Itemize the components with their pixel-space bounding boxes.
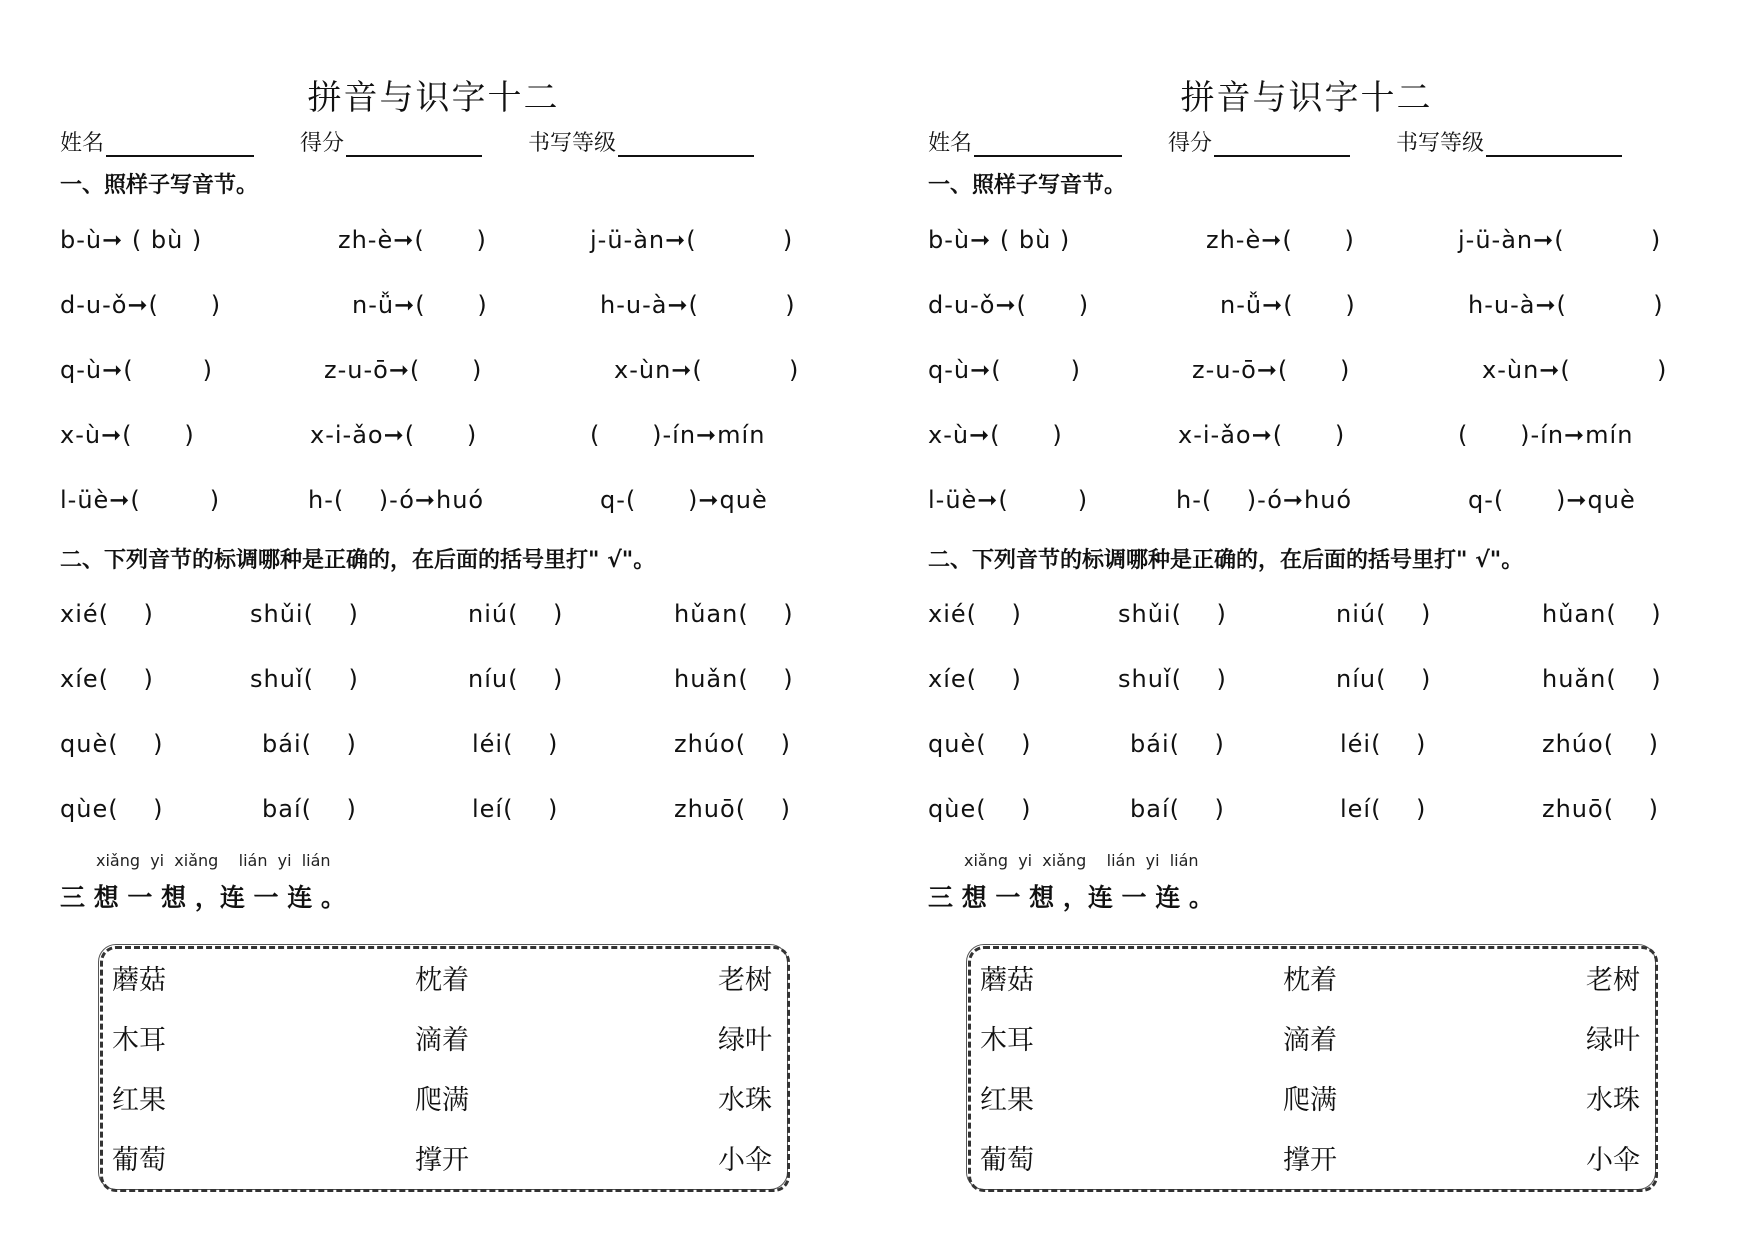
match-word[interactable]: 水珠 [718, 1085, 772, 1116]
s1-item[interactable]: x-ù➞( ) [60, 421, 195, 449]
s1-item[interactable]: x-ù➞( ) [928, 421, 1063, 449]
match-word[interactable]: 爬满 [1283, 1085, 1337, 1116]
s1-item[interactable]: zh-è➞( ) [1206, 226, 1355, 254]
grade-underline[interactable] [1486, 131, 1622, 157]
name-underline[interactable] [106, 131, 254, 157]
match-word[interactable]: 小伞 [718, 1145, 772, 1176]
s2-item[interactable]: shǔi( ) [250, 600, 359, 628]
s2-item[interactable]: zhúo( ) [1542, 730, 1659, 758]
name-underline[interactable] [974, 131, 1122, 157]
match-word[interactable]: 木耳 [112, 1025, 166, 1056]
s2-item[interactable]: leí( ) [472, 795, 559, 823]
s1-item[interactable]: x-i-ǎo➞( ) [310, 421, 478, 449]
grade-underline[interactable] [618, 131, 754, 157]
s1-item[interactable]: x-ùn➞( ) [614, 356, 800, 384]
section3-title: 三 想 一 想 ，连 一 连 。 [928, 883, 1214, 912]
match-word[interactable]: 滴着 [415, 1025, 469, 1056]
s1-item[interactable]: l-üè➞( ) [928, 486, 1089, 514]
s2-item[interactable]: léi( ) [1340, 730, 1427, 758]
section3-pinyin: xiǎng yi xiǎng lián yi lián [964, 851, 1199, 870]
s2-item[interactable]: hǔan( ) [674, 600, 794, 628]
s1-item[interactable]: n-ǚ➞( ) [352, 291, 488, 319]
s2-item[interactable]: xíe( ) [60, 665, 154, 693]
s1-item[interactable]: b-ù➞ ( bù ) [60, 226, 203, 254]
worksheet-right [868, 0, 1745, 1241]
match-word[interactable]: 葡萄 [112, 1145, 166, 1176]
s1-item[interactable]: j-ü-àn➞( ) [590, 226, 794, 254]
s2-item[interactable]: níu( ) [468, 665, 564, 693]
s2-item[interactable]: huǎn( ) [674, 665, 794, 693]
page-title: 拼音与识字十二 [307, 78, 560, 118]
s2-item[interactable]: níu( ) [1336, 665, 1432, 693]
s1-item[interactable]: ( )-ín➞mín [590, 421, 766, 449]
match-word[interactable]: 撑开 [415, 1145, 469, 1176]
section2-title: 二、下列音节的标调哪种是正确的，在后面的括号里打" √"。 [928, 548, 1524, 573]
section3-pinyin: xiǎng yi xiǎng lián yi lián [96, 851, 331, 870]
s2-item[interactable]: zhuō( ) [674, 795, 791, 823]
s2-item[interactable]: xié( ) [928, 600, 1022, 628]
match-word[interactable]: 老树 [718, 965, 772, 996]
match-word[interactable]: 木耳 [980, 1025, 1034, 1056]
s1-item[interactable]: h-( )-ó➞huó [1176, 486, 1353, 514]
match-word[interactable]: 葡萄 [980, 1145, 1034, 1176]
s1-item[interactable]: q-( )➞què [1468, 486, 1636, 514]
match-word[interactable]: 蘑菇 [112, 965, 166, 996]
s1-item[interactable]: q-( )➞què [600, 486, 768, 514]
s1-item[interactable]: q-ù➞( ) [928, 356, 1081, 384]
s2-item[interactable]: baí( ) [262, 795, 357, 823]
grade-field: 书写等级 [1396, 126, 1622, 157]
s2-item[interactable]: qùe( ) [928, 795, 1032, 823]
s1-item[interactable]: d-u-ǒ➞( ) [928, 291, 1090, 319]
s2-item[interactable]: leí( ) [1340, 795, 1427, 823]
s2-item[interactable]: qùe( ) [60, 795, 164, 823]
s2-item[interactable]: xíe( ) [928, 665, 1022, 693]
match-word[interactable]: 水珠 [1586, 1085, 1640, 1116]
s2-item[interactable]: shǔi( ) [1118, 600, 1227, 628]
section1-title: 一、照样子写音节。 [60, 173, 259, 198]
match-word[interactable]: 绿叶 [718, 1025, 772, 1056]
s2-item[interactable]: xié( ) [60, 600, 154, 628]
s2-item[interactable]: niú( ) [1336, 600, 1432, 628]
name-field: 姓名 [60, 126, 254, 157]
section2-title: 二、下列音节的标调哪种是正确的，在后面的括号里打" √"。 [60, 548, 656, 573]
match-word[interactable]: 绿叶 [1586, 1025, 1640, 1056]
match-word[interactable]: 枕着 [415, 965, 469, 996]
s1-item[interactable]: z-u-ō➞( ) [1192, 356, 1351, 384]
section3-title: 三 想 一 想 ，连 一 连 。 [60, 883, 346, 912]
match-word[interactable]: 红果 [980, 1085, 1034, 1116]
s2-item[interactable]: zhúo( ) [674, 730, 791, 758]
s2-item[interactable]: bái( ) [1130, 730, 1225, 758]
match-word[interactable]: 爬满 [415, 1085, 469, 1116]
s1-item[interactable]: h-u-à➞( ) [600, 291, 796, 319]
grade-field: 书写等级 [528, 126, 754, 157]
s1-item[interactable]: n-ǚ➞( ) [1220, 291, 1356, 319]
s1-item[interactable]: d-u-ǒ➞( ) [60, 291, 222, 319]
s1-item[interactable]: l-üè➞( ) [60, 486, 221, 514]
s2-item[interactable]: shuǐ( ) [250, 665, 359, 693]
s2-item[interactable]: què( ) [60, 730, 164, 758]
score-underline[interactable] [1214, 131, 1350, 157]
s1-item[interactable]: zh-è➞( ) [338, 226, 487, 254]
s1-item[interactable]: j-ü-àn➞( ) [1458, 226, 1662, 254]
s1-item[interactable]: x-ùn➞( ) [1482, 356, 1668, 384]
match-word[interactable]: 枕着 [1283, 965, 1337, 996]
match-word[interactable]: 红果 [112, 1085, 166, 1116]
section1-title: 一、照样子写音节。 [928, 173, 1127, 198]
s1-item[interactable]: q-ù➞( ) [60, 356, 213, 384]
match-word[interactable]: 小伞 [1586, 1145, 1640, 1176]
page-title: 拼音与识字十二 [1180, 78, 1433, 118]
s2-item[interactable]: baí( ) [1130, 795, 1225, 823]
score-field: 得分 [1168, 126, 1350, 157]
score-underline[interactable] [346, 131, 482, 157]
s2-item[interactable]: zhuō( ) [1542, 795, 1659, 823]
score-field: 得分 [300, 126, 482, 157]
s1-item[interactable]: h-( )-ó➞huó [308, 486, 485, 514]
s1-item[interactable]: ( )-ín➞mín [1458, 421, 1634, 449]
s2-item[interactable]: què( ) [928, 730, 1032, 758]
s2-item[interactable]: huǎn( ) [1542, 665, 1662, 693]
s2-item[interactable]: léi( ) [472, 730, 559, 758]
match-word[interactable]: 撑开 [1283, 1145, 1337, 1176]
match-word[interactable]: 蘑菇 [980, 965, 1034, 996]
match-word[interactable]: 滴着 [1283, 1025, 1337, 1056]
s2-item[interactable]: shuǐ( ) [1118, 665, 1227, 693]
s2-item[interactable]: niú( ) [468, 600, 564, 628]
name-field: 姓名 [928, 126, 1122, 157]
s2-item[interactable]: bái( ) [262, 730, 357, 758]
match-word[interactable]: 老树 [1586, 965, 1640, 996]
s1-item[interactable]: h-u-à➞( ) [1468, 291, 1664, 319]
s1-item[interactable]: b-ù➞ ( bù ) [928, 226, 1071, 254]
s2-item[interactable]: hǔan( ) [1542, 600, 1662, 628]
s1-item[interactable]: z-u-ō➞( ) [324, 356, 483, 384]
s1-item[interactable]: x-i-ǎo➞( ) [1178, 421, 1346, 449]
